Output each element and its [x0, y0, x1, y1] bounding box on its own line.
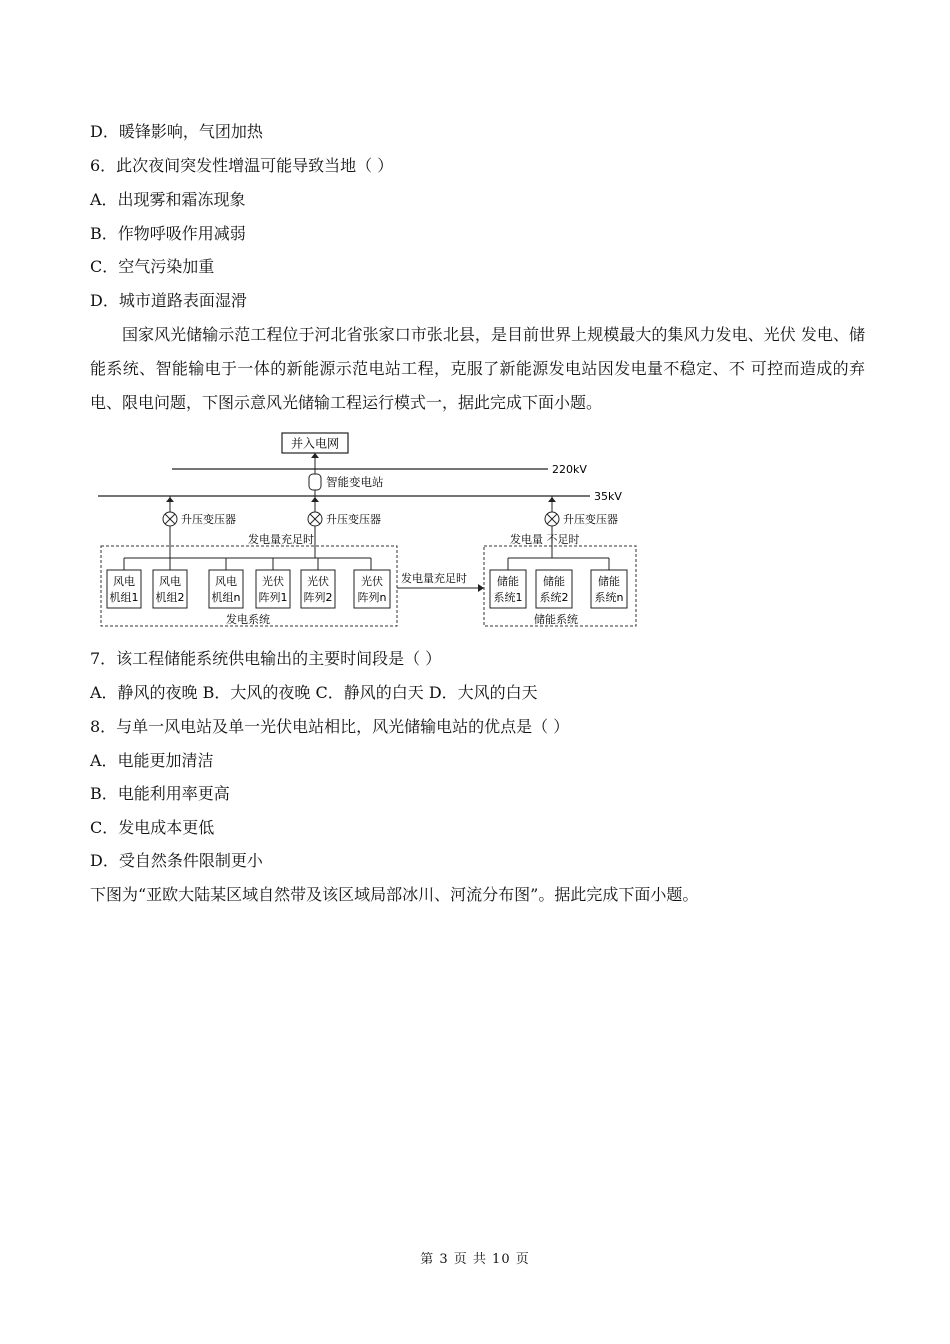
svg-text:储能: 储能 — [543, 575, 565, 588]
question-6: 6．此次夜间突发性增温可能导致当地（ ） — [90, 156, 394, 175]
svg-text:系统2: 系统2 — [539, 591, 569, 604]
svg-text:机组1: 机组1 — [109, 591, 139, 604]
smart-station-icon — [309, 474, 321, 490]
question-8: 8．与单一风电站及单一光伏电站相比，风光储输电站的优点是（ ） — [90, 717, 570, 736]
unit-wind-2 — [153, 570, 187, 608]
grid-box-label: 并入电网 — [290, 436, 340, 451]
storage-unit-2 — [536, 570, 572, 608]
transformer-label-3: 升压变压器 — [563, 513, 618, 526]
unit-wind-1 — [107, 570, 141, 608]
svg-text:阵列n: 阵列n — [357, 591, 387, 604]
transformer-icon-2 — [308, 512, 322, 526]
option-b-q8: B．电能利用率更高 — [90, 784, 230, 803]
unit-wind-n — [209, 570, 243, 608]
svg-text:光伏: 光伏 — [262, 575, 284, 588]
storage-unit-1 — [490, 570, 526, 608]
svg-text:风电: 风电 — [113, 575, 135, 588]
option-c-q6: C．空气污染加重 — [90, 257, 215, 276]
svg-text:系统n: 系统n — [594, 591, 624, 604]
transformer-icon-1 — [163, 512, 177, 526]
svg-text:风电: 风电 — [215, 575, 237, 588]
svg-text:机组2: 机组2 — [155, 591, 185, 604]
transformer-label-1: 升压变压器 — [181, 513, 236, 526]
storage-condition-label: 发电量 不足时 — [510, 533, 580, 546]
storage-system-label: 储能系统 — [534, 613, 578, 626]
svg-text:光伏: 光伏 — [361, 575, 383, 588]
arrow-label: 发电量充足时 — [401, 572, 467, 585]
intro-paragraph: 国家风光储输示范工程位于河北省张家口市张北县，是目前世界上规模最大的集风力发电、光伏 发电、储能系统、智能输电于一体的新能源示范电站工程，克服了新能源发电站因发电量不稳定、不 可控而造成的弃电、限电问题，下图示意风光储输工程运行模式一，据此完成下面小题。 — [90, 325, 865, 412]
svg-text:系统1: 系统1 — [493, 591, 523, 604]
storage-unit-n — [591, 570, 627, 608]
option-d-q6: D．城市道路表面湿滑 — [90, 291, 247, 310]
gen-system-label: 发电系统 — [226, 613, 270, 626]
unit-pv-2 — [301, 570, 335, 608]
option-b-q6: B．作物呼吸作用减弱 — [90, 224, 246, 243]
svg-text:储能: 储能 — [598, 575, 620, 588]
option-c-q8: C．发电成本更低 — [90, 818, 215, 837]
svg-text:机组n: 机组n — [211, 591, 241, 604]
unit-pv-n — [354, 570, 390, 608]
options-q7: A．静风的夜晚 B．大风的夜晚 C．静风的白天 D．大风的白天 — [90, 683, 538, 702]
svg-text:储能: 储能 — [497, 575, 519, 588]
transformer-icon-3 — [545, 512, 559, 526]
page-footer: 第 3 页 共 10 页 — [420, 1252, 530, 1267]
option-a-q6: A．出现雾和霜冻现象 — [90, 190, 246, 209]
svg-text:阵列1: 阵列1 — [258, 591, 288, 604]
unit-pv-1 — [256, 570, 290, 608]
svg-text:阵列2: 阵列2 — [303, 591, 333, 604]
option-a-q8: A．电能更加清洁 — [90, 751, 214, 770]
smart-station-label: 智能变电站 — [326, 475, 384, 489]
voltage-35kv: 35kV — [594, 490, 622, 503]
gen-condition-label: 发电量充足时 — [248, 533, 314, 546]
option-d-q8: D．受自然条件限制更小 — [90, 851, 263, 870]
map-intro: 下图为“亚欧大陆某区域自然带及该区域局部冰川、河流分布图”。据此完成下面小题。 — [90, 885, 699, 904]
svg-text:光伏: 光伏 — [307, 575, 329, 588]
question-7: 7．该工程储能系统供电输出的主要时间段是（ ） — [90, 649, 442, 668]
voltage-220kv: 220kV — [552, 463, 587, 476]
option-d-q5: D．暖锋影响，气团加热 — [90, 122, 263, 141]
transformer-label-2: 升压变压器 — [326, 513, 381, 526]
svg-text:风电: 风电 — [159, 575, 181, 588]
wind-solar-storage-diagram — [98, 430, 643, 630]
